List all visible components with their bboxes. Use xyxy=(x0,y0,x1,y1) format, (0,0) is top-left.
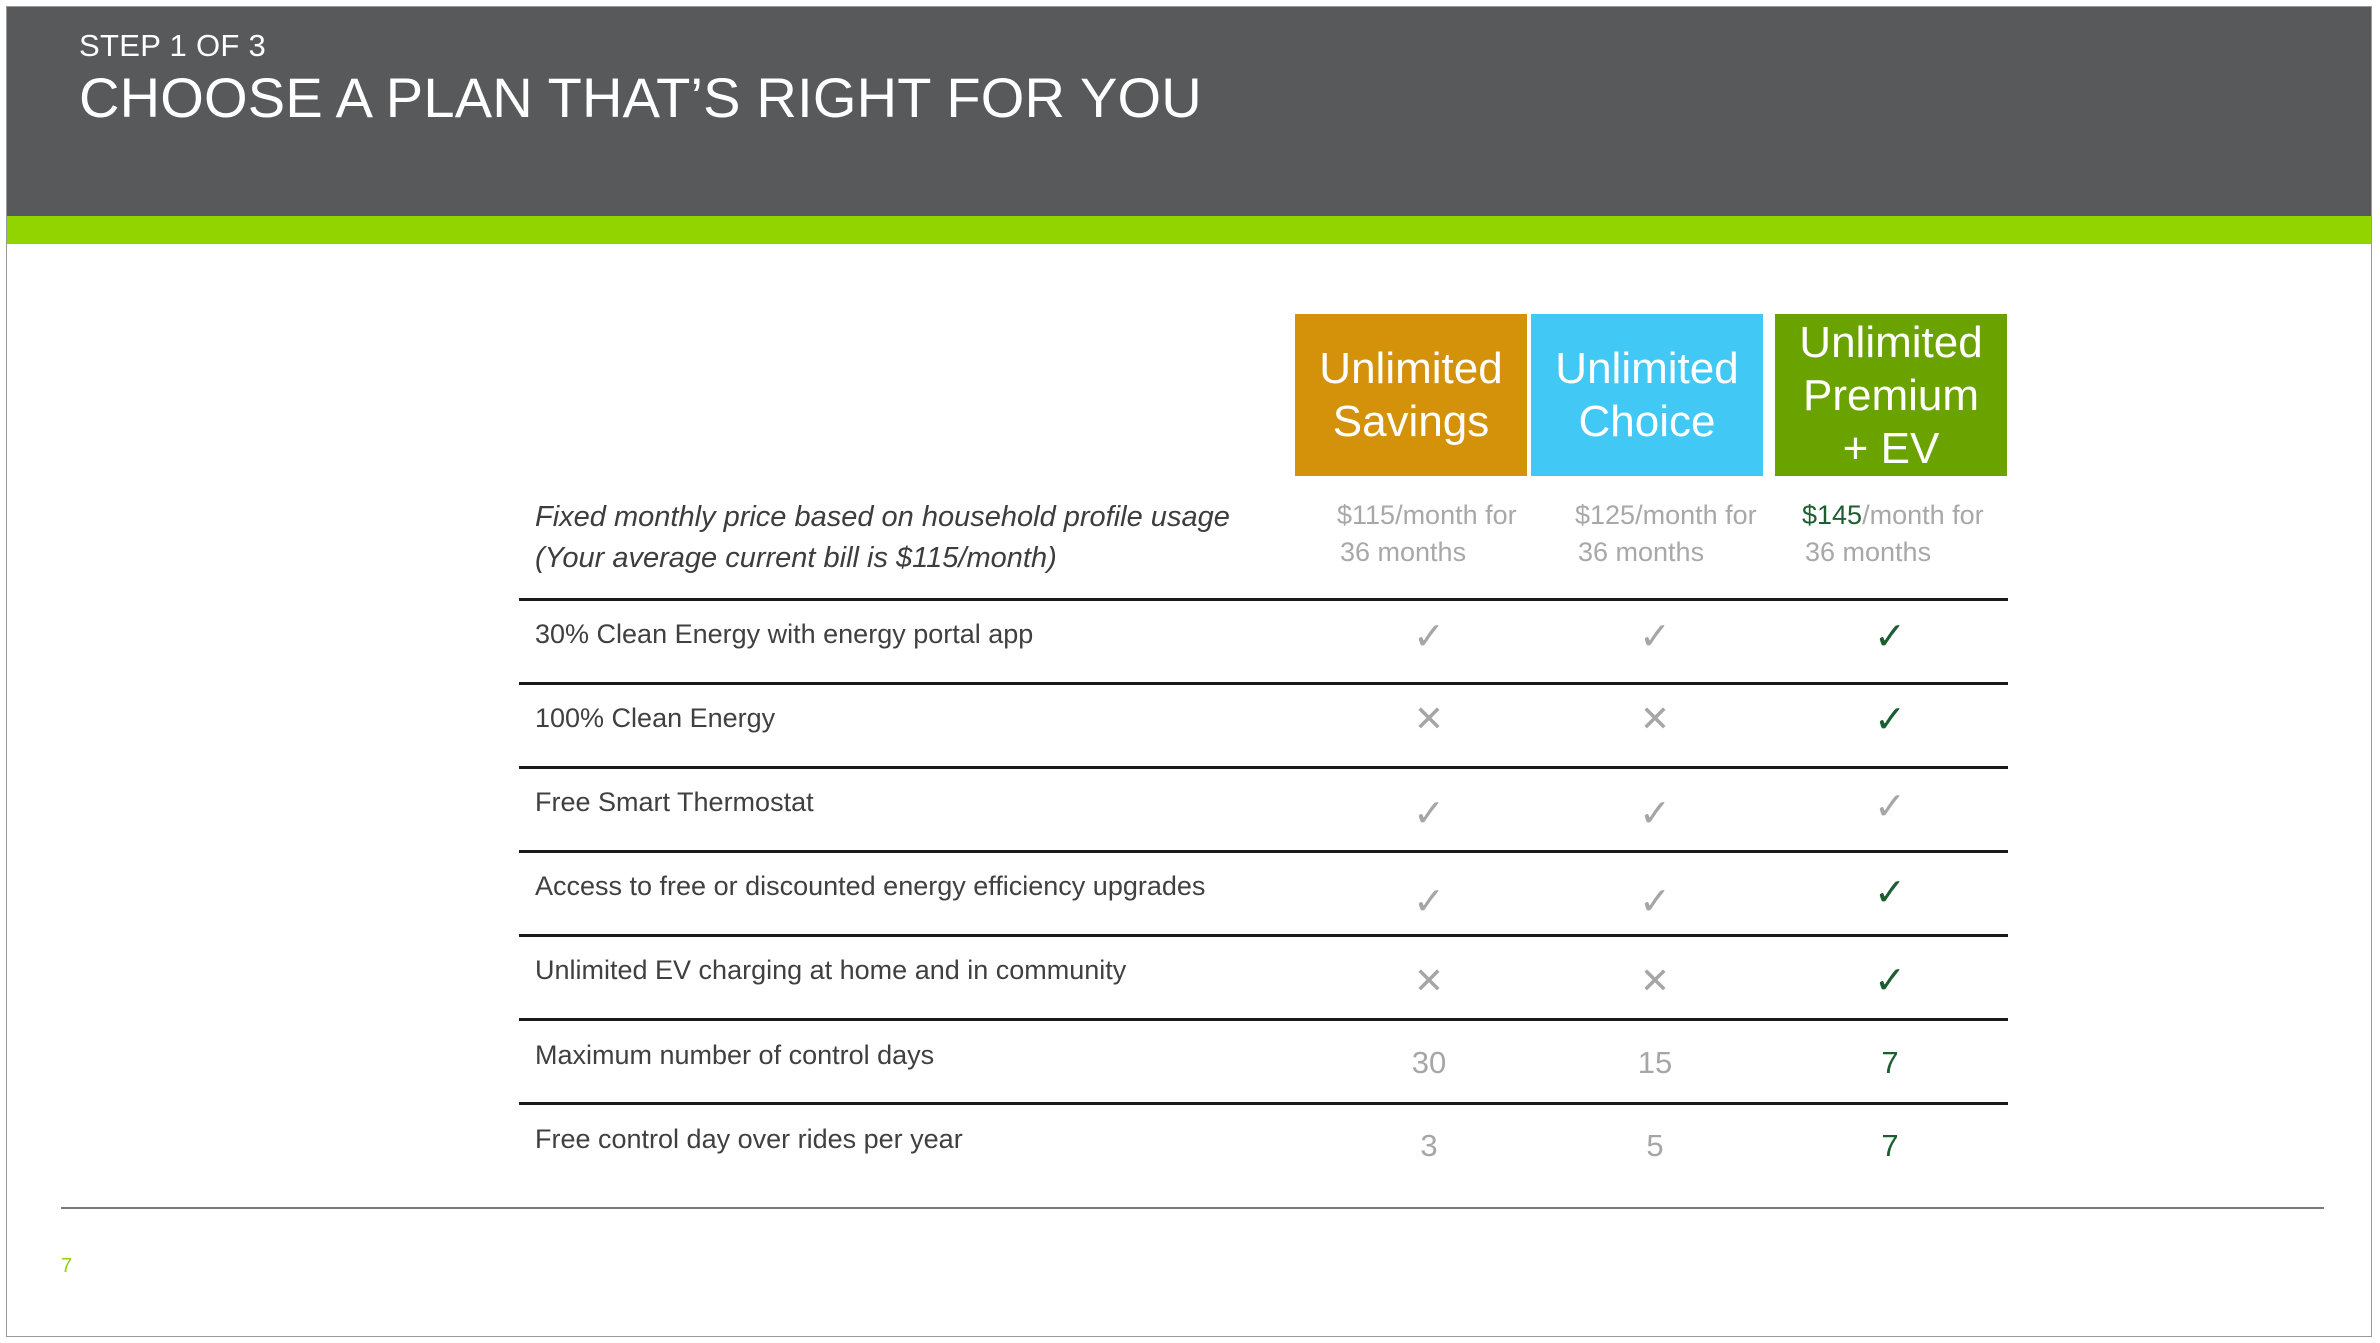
step-indicator: STEP 1 OF 3 xyxy=(79,28,267,63)
plan-name-line: + EV xyxy=(1842,423,1940,473)
plan-name-line: Unlimited xyxy=(1555,344,1739,393)
plan-name-line: Unlimited xyxy=(1799,317,1983,367)
price-suffix: /month for xyxy=(1635,500,1757,530)
plan-header-unlimited-premium-ev[interactable] xyxy=(1775,314,2007,476)
plan-name-line: Savings xyxy=(1332,397,1490,446)
page-title: CHOOSE A PLAN THAT’S RIGHT FOR YOU xyxy=(79,66,1202,129)
feature-cell: ✓ xyxy=(1874,784,1906,828)
footer-divider xyxy=(61,1207,2324,1209)
price-unlimited-savings xyxy=(1337,497,1517,571)
row-divider xyxy=(519,934,2008,937)
price-unlimited-choice xyxy=(1575,497,1757,571)
feature-cell: ✕ xyxy=(1413,961,1445,1002)
feature-cell: ✓ xyxy=(1639,614,1671,658)
price-term: 36 months xyxy=(1340,537,1467,567)
row-divider xyxy=(519,598,2008,601)
feature-cell: ✕ xyxy=(1639,699,1671,740)
plan-name-line: Unlimited xyxy=(1319,344,1503,393)
plan-name-line: Choice xyxy=(1578,397,1716,446)
feature-cell: ✓ xyxy=(1874,958,1906,1002)
feature-cell: ✓ xyxy=(1413,879,1445,923)
feature-label: Maximum number of control days xyxy=(535,1040,935,1070)
feature-cell: 7 xyxy=(1881,1128,1899,1163)
feature-label: 100% Clean Energy xyxy=(535,703,776,733)
row-divider xyxy=(519,1102,2008,1105)
plan-header-unlimited-choice[interactable] xyxy=(1531,314,1763,476)
price-suffix: /month for xyxy=(1395,500,1517,530)
price-term: 36 months xyxy=(1805,537,1932,567)
price-description xyxy=(535,497,1230,579)
feature-cell: ✓ xyxy=(1874,697,1906,741)
feature-cell: ✓ xyxy=(1874,870,1906,914)
feature-cell: 7 xyxy=(1881,1045,1899,1080)
feature-cell: ✓ xyxy=(1874,614,1906,658)
price-term: 36 months xyxy=(1578,537,1705,567)
feature-cell: 15 xyxy=(1637,1045,1673,1080)
feature-cell: ✕ xyxy=(1639,961,1671,1002)
row-divider xyxy=(519,682,2008,685)
price-unlimited-premium-ev xyxy=(1802,497,1984,571)
price-description-line: Fixed monthly price based on household profile usage xyxy=(535,501,1230,533)
feature-label: Unlimited EV charging at home and in community xyxy=(535,955,1127,985)
feature-cell: ✓ xyxy=(1413,791,1445,835)
price-amount: $145 xyxy=(1802,500,1863,530)
price-amount: $115 xyxy=(1337,500,1396,530)
price-amount: $125 xyxy=(1575,500,1636,530)
feature-cell: ✓ xyxy=(1639,791,1671,835)
page-number: 7 xyxy=(61,1255,73,1277)
plan-name-line: Premium xyxy=(1802,370,1979,420)
feature-cell: ✓ xyxy=(1639,879,1671,923)
feature-label: Free Smart Thermostat xyxy=(535,787,814,817)
slide xyxy=(6,6,2372,1337)
feature-cell: ✓ xyxy=(1413,614,1445,658)
plan-header-unlimited-savings[interactable] xyxy=(1295,314,1527,476)
feature-label: Free control day over rides per year xyxy=(535,1124,963,1154)
feature-label: Access to free or discounted energy efficiency upgrades xyxy=(535,871,1206,901)
feature-cell: 30 xyxy=(1411,1045,1447,1080)
price-description-line: (Your average current bill is $115/month) xyxy=(535,542,1057,574)
feature-label: 30% Clean Energy with energy portal app xyxy=(535,619,1034,649)
price-suffix: /month for xyxy=(1862,500,1984,530)
feature-cell: ✕ xyxy=(1413,699,1445,740)
row-divider xyxy=(519,850,2008,853)
header-band xyxy=(7,7,2371,216)
row-divider xyxy=(519,1018,2008,1021)
row-divider xyxy=(519,766,2008,769)
feature-cell: 5 xyxy=(1646,1128,1664,1163)
accent-bar xyxy=(7,216,2371,244)
feature-cell: 3 xyxy=(1420,1128,1438,1163)
